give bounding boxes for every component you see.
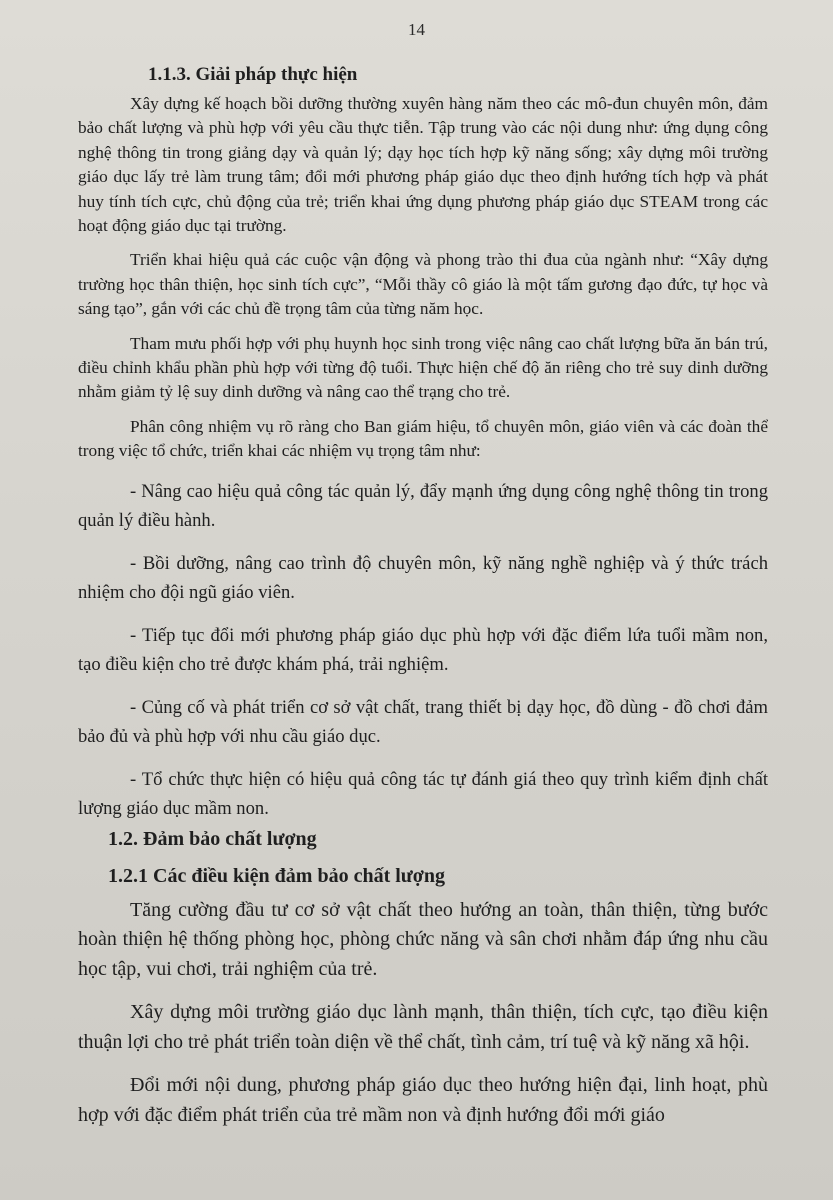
section-heading-1-1-3: 1.1.3. Giải pháp thực hiện [148, 64, 358, 85]
section-heading-1-2: 1.2. Đảm bảo chất lượng [108, 827, 317, 850]
document-body [78, 64, 768, 1130]
list-item-facilities: - Củng cố và phát triển cơ sở vật chất, trang thiết bị dạy học, đồ dùng - đồ chơi đảm bảo đủ và phù hợp với nhu cầu giáo dục. [78, 696, 768, 748]
paragraph-content-innovation: Đổi mới nội dung, phương pháp giáo dục theo hướng hiện đại, linh hoạt, phù hợp với đặc điểm phát triển của trẻ mầm non và định hướng đổi mới giáo [78, 1074, 768, 1126]
section-heading-1-2-1: 1.2.1 Các điều kiện đảm bảo chất lượng [108, 864, 446, 887]
list-item-self-assessment: - Tổ chức thực hiện có hiệu quả công tác tự đánh giá theo quy trình kiểm định chất lượng giáo dục mầm non. [78, 768, 768, 820]
page-number: 14 [408, 20, 425, 39]
list-item-method-innovation: - Tiếp tục đổi mới phương pháp giáo dục phù hợp với đặc điểm lứa tuổi mầm non, tạo điều kiện cho trẻ được khám phá, trải nghiệm. [78, 624, 768, 676]
list-item-management: - Nâng cao hiệu quả công tác quản lý, đẩy mạnh ứng dụng công nghệ thông tin trong quản lý điều hành. [78, 480, 768, 532]
paragraph-parent-coordination: Tham mưu phối hợp với phụ huynh học sinh trong việc nâng cao chất lượng bữa ăn bán trú, điều chỉnh khẩu phần phù hợp với từng độ tuổi. Thực hiện chế độ ăn riêng cho trẻ suy dinh dưỡng nhằm giảm tỷ lệ suy dinh dưỡng và nâng cao thể trạng cho trẻ. [78, 333, 768, 402]
paragraph-infrastructure: Tăng cường đầu tư cơ sở vật chất theo hướng an toàn, thân thiện, từng bước hoàn thiện hệ thống phòng học, phòng chức năng và sân chơi nhằm đáp ứng nhu cầu học tập, vui chơi, trải nghiệm của trẻ. [78, 898, 768, 980]
paragraph-emulation-movements: Triển khai hiệu quả các cuộc vận động và phong trào thi đua của ngành như: “Xây dựng trường học thân thiện, học sinh tích cực”, “Mỗi thầy cô giáo là một tấm gương đạo đức, tự học và sáng tạo”, gắn với các chủ đề trọng tâm của từng năm học. [78, 250, 768, 319]
paragraph-task-assignment: Phân công nhiệm vụ rõ ràng cho Ban giám hiệu, tổ chuyên môn, giáo viên và các đoàn thể trong việc tổ chức, triển khai các nhiệm vụ trọng tâm như: [78, 416, 768, 461]
paragraph-environment: Xây dựng môi trường giáo dục lành mạnh, thân thiện, tích cực, tạo điều kiện thuận lợi cho trẻ phát triển toàn diện về thể chất, tình cảm, trí tuệ và kỹ năng xã hội. [78, 1001, 768, 1053]
paragraph-training-plan: Xây dựng kế hoạch bồi dưỡng thường xuyên hàng năm theo các mô-đun chuyên môn, đảm bảo chất lượng và phù hợp với yêu cầu thực tiễn. Tập trung vào các nội dung như: ứng dụng công nghệ thông tin trong giảng dạy và quản lý; dạy học tích hợp kỹ năng sống; xây dựng môi trường giáo dục lấy trẻ làm trung tâm; đổi mới phương pháp giáo dục theo định hướng tích hợp và phát huy tính tích cực, chủ động của trẻ; triển khai ứng dụng phương pháp giáo dục STEAM trong các hoạt động giáo dục tại trường. [78, 94, 768, 236]
list-item-teacher-training: - Bồi dưỡng, nâng cao trình độ chuyên môn, kỹ năng nghề nghiệp và ý thức trách nhiệm cho đội ngũ giáo viên. [78, 552, 768, 604]
